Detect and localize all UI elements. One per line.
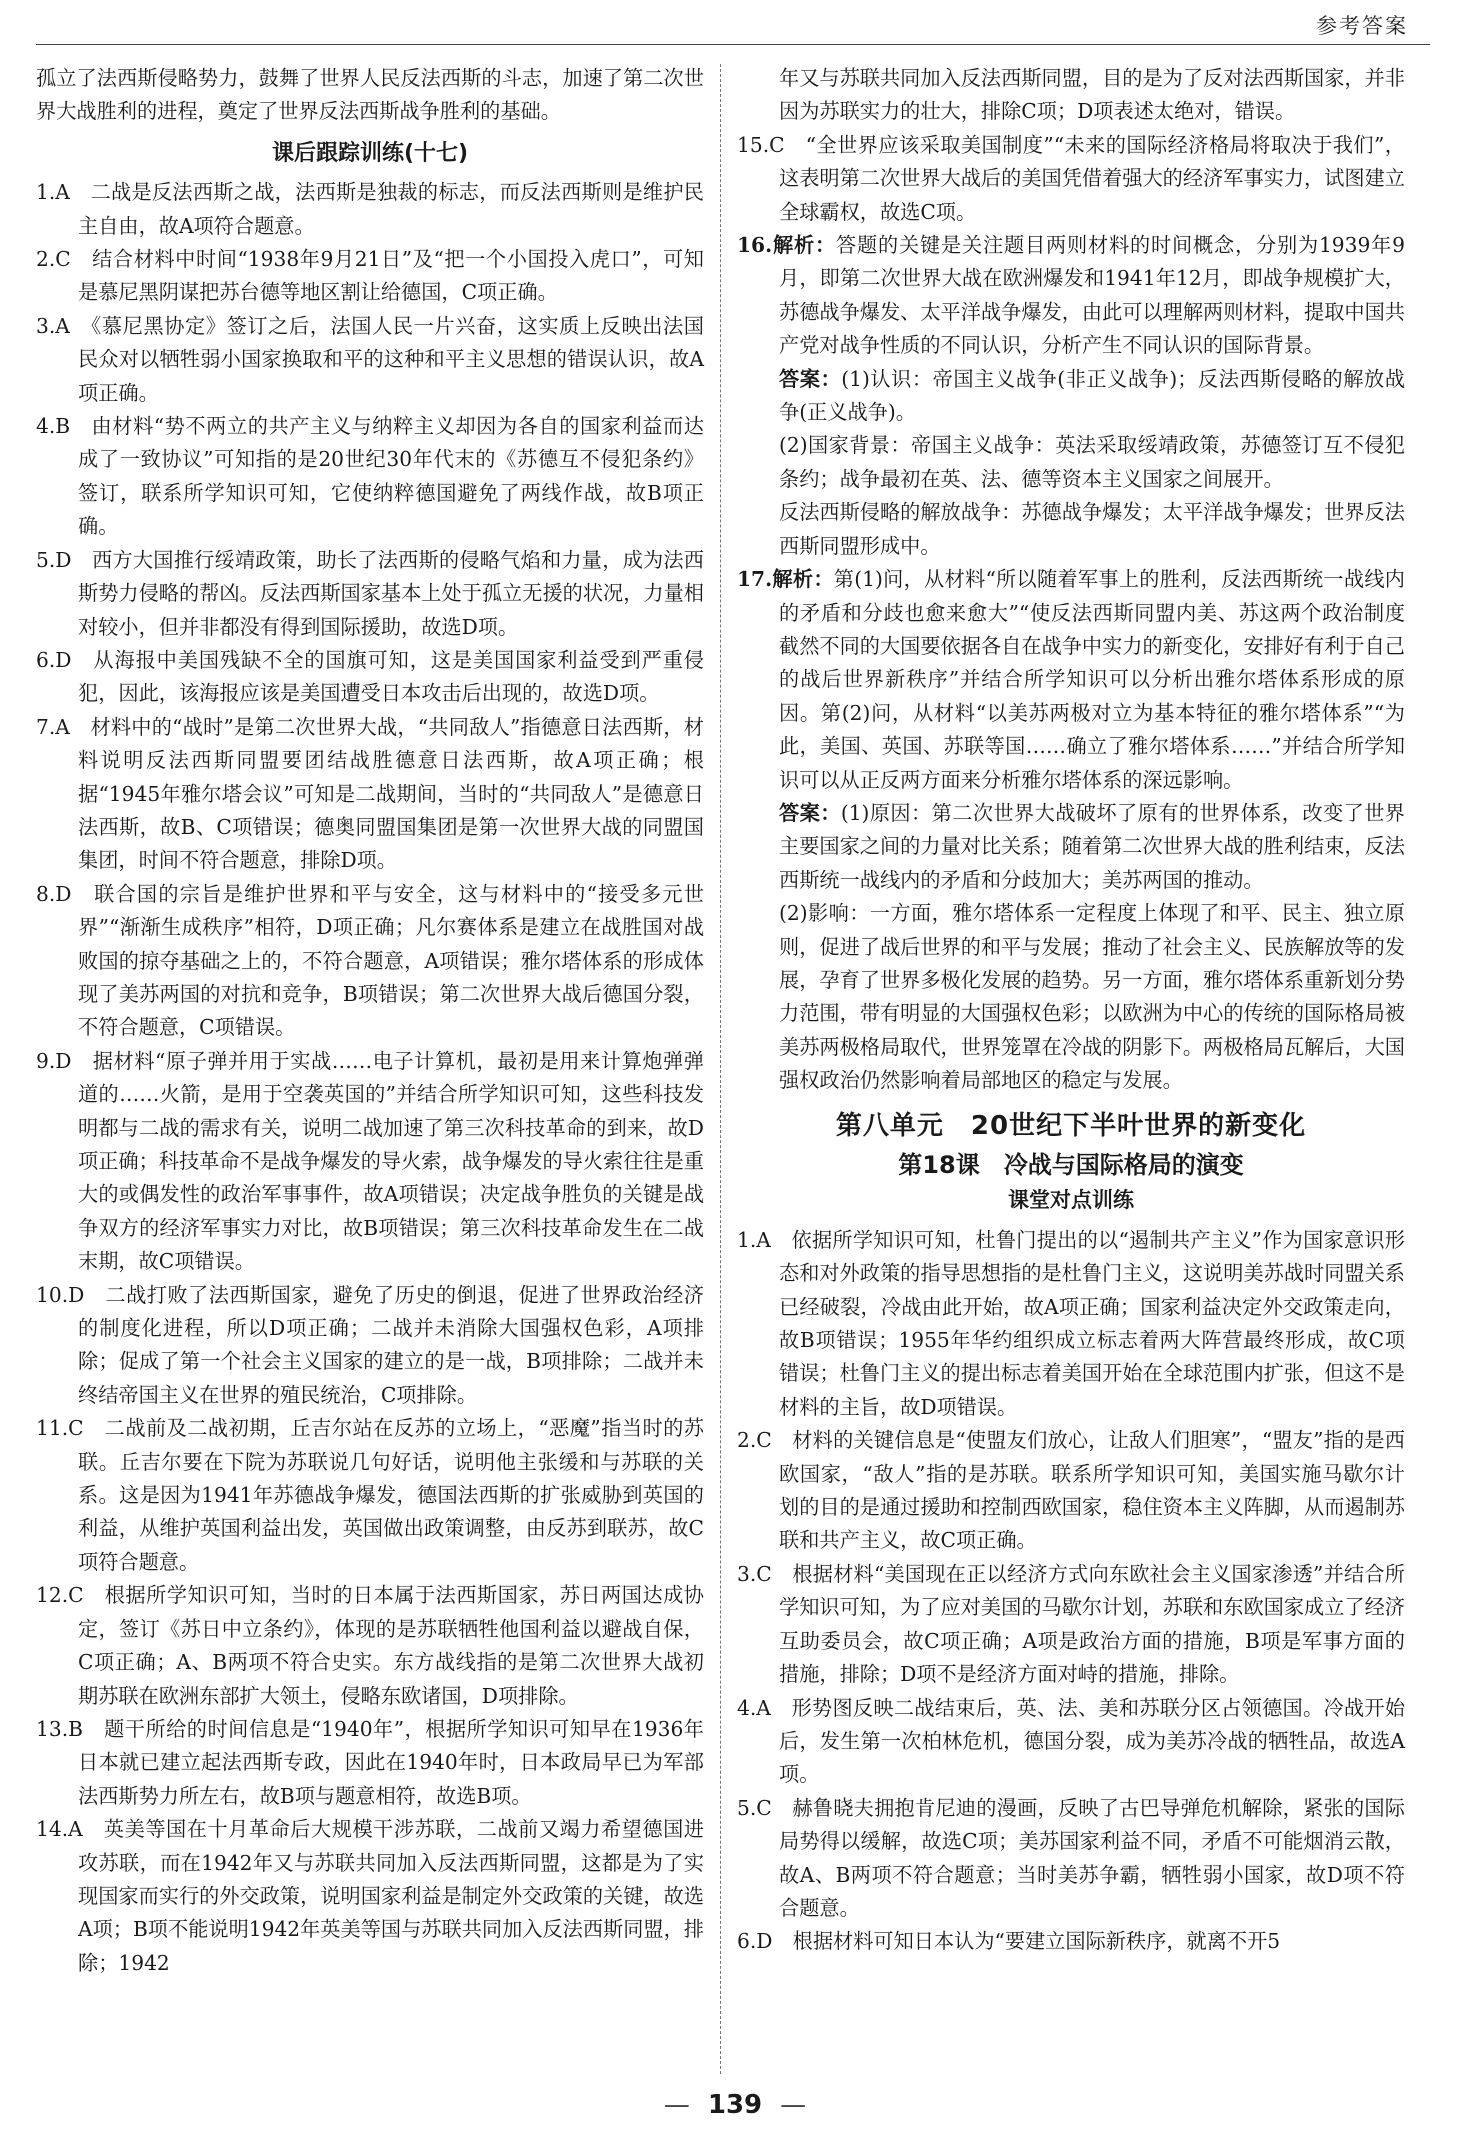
answer-item: 13.B 题干所给的时间信息是“1940年”，根据所学知识可知早在1936年日本就已建立起法西斯专政，因此在1940年时，日本政局早已为军部法西斯势力所左右，故B项与题意相符，故选B项。 [36,1716,704,1808]
answer-label: 答案： [779,800,841,825]
analysis-text: 答题的关键是关注题目两则材料的时间概念，分别为1939年9月，即第二次世界大战在欧洲爆发和1941年12月，即战争规模扩大，苏德战争爆发、太平洋战争爆发，由此可以理解两则材料，提取中国共产党对战争性质的不同认识，分析产生不同认识的国际背景。 [779,233,1405,358]
answer-item: 4.B 由材料“势不两立的共产主义与纳粹主义却因为各自的国家利益而达成了一致协议”可知指的是20世纪30年代末的《苏德互不侵犯条约》签订，联系所学知识可知，它使纳粹德国避免了两线作战，故B项正确。 [36,414,704,539]
question-16 [737,229,1405,563]
question-number: 17. [737,567,773,592]
answer-text: (2)影响：一方面，雅尔塔体系一定程度上体现了和平、民主、独立原则，促进了战后世界的和平与发展；推动了社会主义、民族解放等的发展，孕育了世界多极化发展的趋势。另一方面，雅尔塔体系重新划分势力范围，带有明显的大国强权色彩；以欧洲为中心的传统的国际格局被美苏两极格局取代，世界笼罩在冷战的阴影下。两极格局瓦解后，大国强权政治仍然影响着局部地区的稳定与发展。 [779,901,1405,1093]
page-number [0,2090,1470,2120]
answer-item: 6.D 根据材料可知日本认为“要建立国际新秩序，就离不开5 [737,1929,1281,1954]
answer-text: (1)认识：帝国主义战争(非正义战争)；反法西斯侵略的解放战争(正义战争)。 [779,366,1405,425]
continuation-paragraph: 年又与苏联共同加入反法西斯同盟，目的是为了反对法西斯国家，并非因为苏联实力的壮大，排除C项；D项表述太绝对，错误。 [779,66,1405,124]
column-divider [720,64,721,2074]
answer-item: 5.C 赫鲁晓夫拥抱肯尼迪的漫画，反映了古巴导弹危机解除，紧张的国际局势得以缓解，故选C项；美苏国家利益不同，矛盾不可能烟消云散，故A、B两项不符合题意；当时美苏争霸，牺牲弱小国家，故D项不符合题意。 [737,1795,1405,1920]
question-17 [737,563,1405,1098]
right-column [737,62,1405,1959]
answer-item: 2.C 材料的关键信息是“使盟友们放心，让敌人们胆寒”，“盟友”指的是西欧国家，“敌人”指的是苏联。联系所学知识可知，美国实施马歇尔计划的目的是通过援助和控制西欧国家，稳住资本主义阵脚，从而遏制苏联和共产主义，故C项正确。 [737,1428,1405,1553]
answer-item: 9.D 据材料“原子弹并用于实战……电子计算机，最初是用来计算炮弹弹道的……火箭，是用于空袭英国的”并结合所学知识可知，这些科技发明都与二战的需求有关，说明二战加速了第三次科技革命的到来，故D项正确；科技革命不是战争爆发的导火索，战争爆发的导火索往往是重大的或偶发性的政治军事事件，故A项错误；决定战争胜负的关键是战争双方的经济军事实力对比，故B项错误；第三次科技革命发生在二战末期，故C项错误。 [36,1048,704,1274]
analysis-label: 解析： [772,233,836,258]
analysis-label: 解析： [772,567,834,592]
lesson-answer-list [737,1224,1405,1959]
lesson-title: 第18课 冷战与国际格局的演变 [898,1151,1244,1179]
answer-item: 7.A 材料中的“战时”是第二次世界大战，“共同敌人”指德意日法西斯，材料说明反法西斯同盟要团结战胜德意日法西斯，故A项正确；根据“1945年雅尔塔会议”可知是二战期间，当时的“共同敌人”是德意日法西斯，故B、C项错误；德奥同盟国集团是第一次世界大战的同盟国集团，时间不符合题意，排除D项。 [36,714,704,873]
answer-text: (2)国家背景：帝国主义战争：英法采取绥靖政策，苏德签订互不侵犯条约；战争最初在英、法、德等资本主义国家之间展开。 [779,433,1405,491]
page-number-dash: — [663,2090,690,2120]
header-label: 参考答案 [1316,14,1408,38]
answer-item: 3.A 《慕尼黑协定》签订之后，法国人民一片兴奋，这实质上反映出法国民众对以牺牲弱小国家换取和平的这种和平主义思想的错误认识，故A项正确。 [36,313,704,405]
answer-text: 反法西斯侵略的解放战争：苏德战争爆发；太平洋战争爆发；世界反法西斯同盟形成中。 [779,500,1405,558]
unit-title: 第八单元 20世纪下半叶世界的新变化 [835,1110,1307,1141]
page-number-value: 139 [707,2090,763,2120]
answer-item: 6.D 从海报中美国残缺不全的国旗可知，这是美国国家利益受到严重侵犯，因此，该海报应该是美国遭受日本攻击后出现的，故选D项。 [36,647,704,706]
question-number: 16. [737,233,773,258]
answer-item: 12.C 根据所学知识可知，当时的日本属于法西斯国家，苏日两国达成协定，签订《苏日中立条约》，体现的是苏联牺牲他国利益以避战自保，C项正确；A、B两项不符合史实。东方战线指的是第二次世界大战初期苏联在欧洲东部扩大领土，侵略东欧诸国，D项排除。 [36,1583,704,1708]
answer-item: 11.C 二战前及二战初期，丘吉尔站在反苏的立场上，“恶魔”指当时的苏联。丘吉尔要在下院为苏联说几句好话，说明他主张缓和与苏联的关系。这是因为1941年苏德战争爆发，德国法西斯的扩张威胁到英国的利益，从维护英国利益出发，英国做出政策调整，由反苏到联苏，故C项符合题意。 [36,1416,704,1574]
answer-item: 2.C 结合材料中时间“1938年9月21日”及“把一个小国投入虎口”，可知是慕尼黑阴谋把苏台德等地区割让给德国，C项正确。 [36,247,704,305]
answer-item: 4.A 形势图反映二战结束后，英、法、美和苏联分区占领德国。冷战开始后，发生第一次柏林危机，德国分裂，成为美苏冷战的牺牲品，故选A项。 [737,1695,1405,1787]
section-title: 课后跟踪训练(十七) [271,140,469,166]
answer-item: 8.D 联合国的宗旨是维护世界和平与安全，这与材料中的“接受多元世界”“渐渐生成秩序”相符，D项正确；凡尔赛体系是建立在战胜国对战败国的掠夺基础之上的，不符合题意，A项错误；雅尔塔体系的形成体现了美苏两国的对抗和竞争，B项错误；第二次世界大战后德国分裂，不符合题意，C项错误。 [36,881,704,1040]
answer-item: 1.A 二战是反法西斯之战，法西斯是独裁的标志，而反法西斯则是维护民主自由，故A项符合题意。 [36,180,704,238]
answer-item: 10.D 二战打败了法西斯国家，避免了历史的倒退，促进了世界政治经济的制度化进程，所以D项正确；二战并未消除大国强权色彩，A项排除；促成了第一个社会主义国家的建立的是一战，B项排除；二战并未终结帝国主义在世界的殖民统治，C项排除。 [36,1282,704,1407]
answer-item: 3.C 根据材料“美国现在正以经济方式向东欧社会主义国家渗透”并结合所学知识可知，为了应对美国的马歇尔计划，苏联和东欧国家成立了经济互助委员会，故C项正确；A项是政治方面的措施，B项是军事方面的措施，排除；D项不是经济方面对峙的措施，排除。 [737,1561,1405,1687]
answer-label: 答案： [779,366,842,391]
intro-paragraph: 孤立了法西斯侵略势力，鼓舞了世界人民反法西斯的斗志，加速了第二次世界大战胜利的进程，奠定了世界反法西斯战争胜利的基础。 [36,66,704,124]
analysis-text: 第(1)问，从材料“所以随着军事上的胜利，反法西斯统一战线内的矛盾和分歧也愈来愈大”“使反法西斯同盟内美、苏这两个政治制度截然不同的大国要依据各自在战争中实力的新变化，安排好有利于自己的战后世界新秩序”并结合所学知识可以分析出雅尔塔体系形成的原因。第(2)问，从材料“以美苏两极对立为基本特征的雅尔塔体系”“为此，美国、英国、苏联等国……确立了雅尔塔体系……”并结合所学知识可以从正反两方面来分析雅尔塔体系的深远影响。 [779,567,1405,792]
answer-list-right [737,129,1405,229]
answer-item: 14.A 英美等国在十月革命后大规模干涉苏联，二战前又竭力希望德国进攻苏联，而在1942年又与苏联共同加入反法西斯同盟，这都是为了实现国家而实行的外交政策，说明国家利益是制定外交政策的关键，故选A项；B项不能说明1942年英美等国与苏联共同加入反法西斯同盟，排除；1942 [36,1817,704,1975]
answer-list [36,176,704,1980]
header-rule [36,44,1430,45]
left-column [36,62,704,1980]
answer-item: 15.C “全世界应该采取美国制度”“未来的国际经济格局将取决于我们”，这表明第二次世界大战后的美国凭借着强大的经济军事实力，试图建立全球霸权，故选C项。 [737,132,1405,224]
answer-item: 5.D 西方大国推行绥靖政策，助长了法西斯的侵略气焰和力量，成为法西斯势力侵略的帮凶。反法西斯国家基本上处于孤立无援的状况，力量相对较小，但并非都没有得到国际援助，故选D项。 [36,547,704,639]
page-number-dash: — [780,2090,807,2120]
answer-text: (1)原因：第二次世界大战破坏了原有的世界体系，改变了世界主要国家之间的力量对比关系；随着第二次世界大战的胜利结束，反法西斯统一战线内的矛盾和分歧加大；美苏两国的推动。 [779,800,1405,892]
sub-title: 课堂对点训练 [1008,1188,1134,1213]
answer-item: 1.A 依据所学知识可知，杜鲁门提出的以“遏制共产主义”作为国家意识形态和对外政策的指导思想指的是杜鲁门主义，这说明美苏战时同盟关系已经破裂，冷战由此开始，故A项正确；国家利益决定外交政策走向，故B项错误；1955年华约组织成立标志着两大阵营最终形成，故C项错误；杜鲁门主义的提出标志着美国开始在全球范围内扩张，但这不是材料的主旨，故D项错误。 [737,1227,1405,1419]
